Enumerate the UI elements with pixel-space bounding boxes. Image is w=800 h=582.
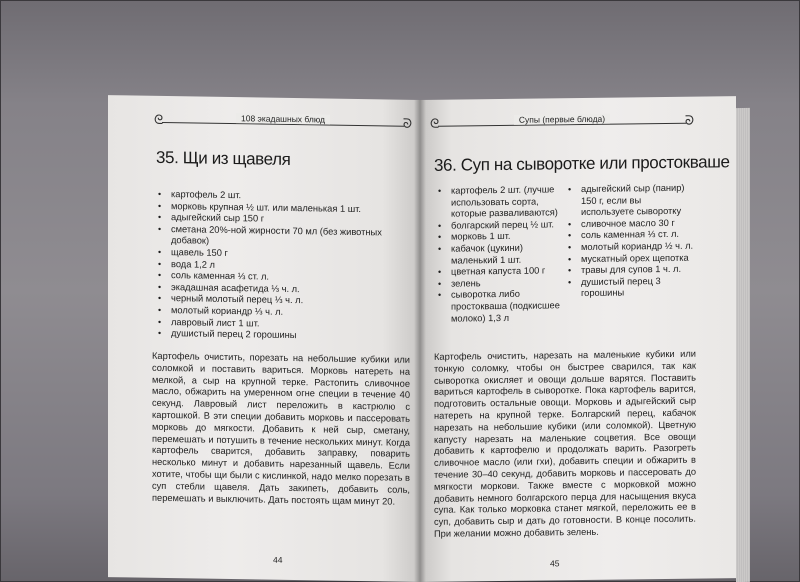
ornament-curl-icon: ᘐ [402, 115, 412, 131]
ingredient-item: • кабачок (цукини) маленький 1 шт. [438, 242, 564, 267]
recipe-title: 36. Суп на сыворотке или простокваше [434, 152, 730, 175]
right-header-title: Супы (первые блюда) [514, 114, 610, 125]
book-spine [414, 100, 426, 582]
ingredient-item: • адыгейский сыр 150 г [158, 212, 410, 228]
ingredient-item: • щавель 150 г [158, 247, 410, 263]
ingredient-item: • соль каменная ⅓ ст. л. [568, 229, 696, 242]
right-running-header [428, 111, 696, 132]
ingredients-list [158, 189, 410, 344]
recipe-instructions: Картофель очистить, порезать на небольшие кубики или соломкой и поставить вариться. Морковь натереть на мелкой, а сыр на крупной терке. Растопить сливочное масло, обжарить на умеренном огне специи в течение 40 секунд. Лавровый лист переложить в кастрюлю с картошкой. В эти специи добавить морковь и пассеровать морковь до мягкости. Добавить к ней сыр, сметану, перемешать и потушить в течение нескольких минут. Когда картофель сварится, добавить заправку, поварить несколько минут и добавить нарезанный щавель. Если хотите, чтобы щи были с кислинкой, надо мелко порезать в суп стебли щавеля. Дать закипеть, добавить соль, перемешать и выключить. Дать постоять щам минут 20. [152, 350, 410, 507]
recipe-title: 35. Щи из щавеля [156, 147, 291, 169]
ingredient-item: • душистый перец 3 горошины [568, 275, 696, 300]
ingredient-item: • вода 1,2 л [158, 258, 410, 274]
ingredient-item: • морковь 1 шт. [438, 231, 564, 244]
ingredient-item: • зелень [438, 277, 564, 290]
ingredient-item: • сливочное масло 30 г [568, 217, 696, 230]
ingredient-item: • сыворотка либо простокваша (подкисшее молоко) 1,3 л [438, 289, 564, 325]
right-page [420, 96, 736, 582]
ingredient-item: • черный молотый перец ⅓ ч. л. [158, 293, 410, 309]
left-running-header [152, 110, 414, 132]
ingredient-item: • мускатный орех щепотка [568, 252, 696, 265]
recipe-instructions: Картофель очистить, нарезать на маленькие кубики или тонкую соломку, чтобы он быстрее сварился, так как сыворотка окисляет и овощи дольше варятся. Поставить вариться картофель в сыворотке. Пока картофель варится, подготовить остальные овощи. Морковь и адыгейский сыр натереть на крупной терке. Болгарский перец, кабачок нарезать на небольшие кубики (или соломкой). Цветную капусту нарезать на маленькие соцветия. Все овощи добавить к картофелю и продолжать варить. Разогреть сливочное масло (или гхи), добавить специи и обжарить в течение 30–40 секунд, добавить морковь и пассеровать до мягкости моркови. Также вместе с морковкой можно добавить немного болгарского перца для насыщения вкуса супа. Как только морковка станет мягкой, переложить ее в суп, добавить сыр и дать до готовности. В конце посолить. При желании можно добавить зелень. [434, 348, 696, 539]
ingredient-item: • цветная капуста 100 г [438, 265, 564, 278]
ingredient-item: • молотый кориандр ⅓ ч. л. [158, 305, 410, 321]
ornament-curl-icon: ᘓ [430, 115, 440, 131]
ingredients-list-col2 [568, 183, 696, 301]
ingredient-item: • картофель 2 шт. (лучше использовать сорта, которые разваливаются) [438, 184, 564, 220]
left-page [108, 95, 420, 582]
ingredient-item: • сметана 20%-ной жирности 70 мл (без животных добавок) [158, 224, 410, 251]
ingredient-item: • болгарский перец ½ шт. [438, 219, 564, 232]
ingredient-item: • картофель 2 шт. [158, 189, 410, 205]
ingredient-item: • душистый перец 2 горошины [158, 328, 410, 344]
page-number: 44 [273, 554, 283, 565]
ingredient-item: • травы для супов 1 ч. л. [568, 264, 696, 277]
left-header-title: 108 экадашных блюд [236, 113, 330, 124]
ingredient-item: • лавровый лист 1 шт. [158, 316, 410, 332]
ingredient-item: • экадашная асафетида ⅓ ч. л. [158, 282, 410, 298]
ingredient-item: • соль каменная ⅓ ст. л. [158, 270, 410, 286]
ornament-curl-icon: ᘓ [154, 111, 164, 127]
ingredient-item: • морковь крупная ½ шт. или маленькая 1 шт. [158, 200, 410, 216]
ingredient-item: • адыгейский сыр (панир) 150 г, если вы используете сыворотку [568, 183, 696, 219]
ornament-curl-icon: ᘐ [684, 112, 694, 128]
page-edges [736, 108, 750, 582]
ingredient-item: • молотый кориандр ½ ч. л. [568, 241, 696, 254]
page-number: 45 [550, 558, 560, 569]
ingredients-list-col1 [438, 184, 564, 325]
